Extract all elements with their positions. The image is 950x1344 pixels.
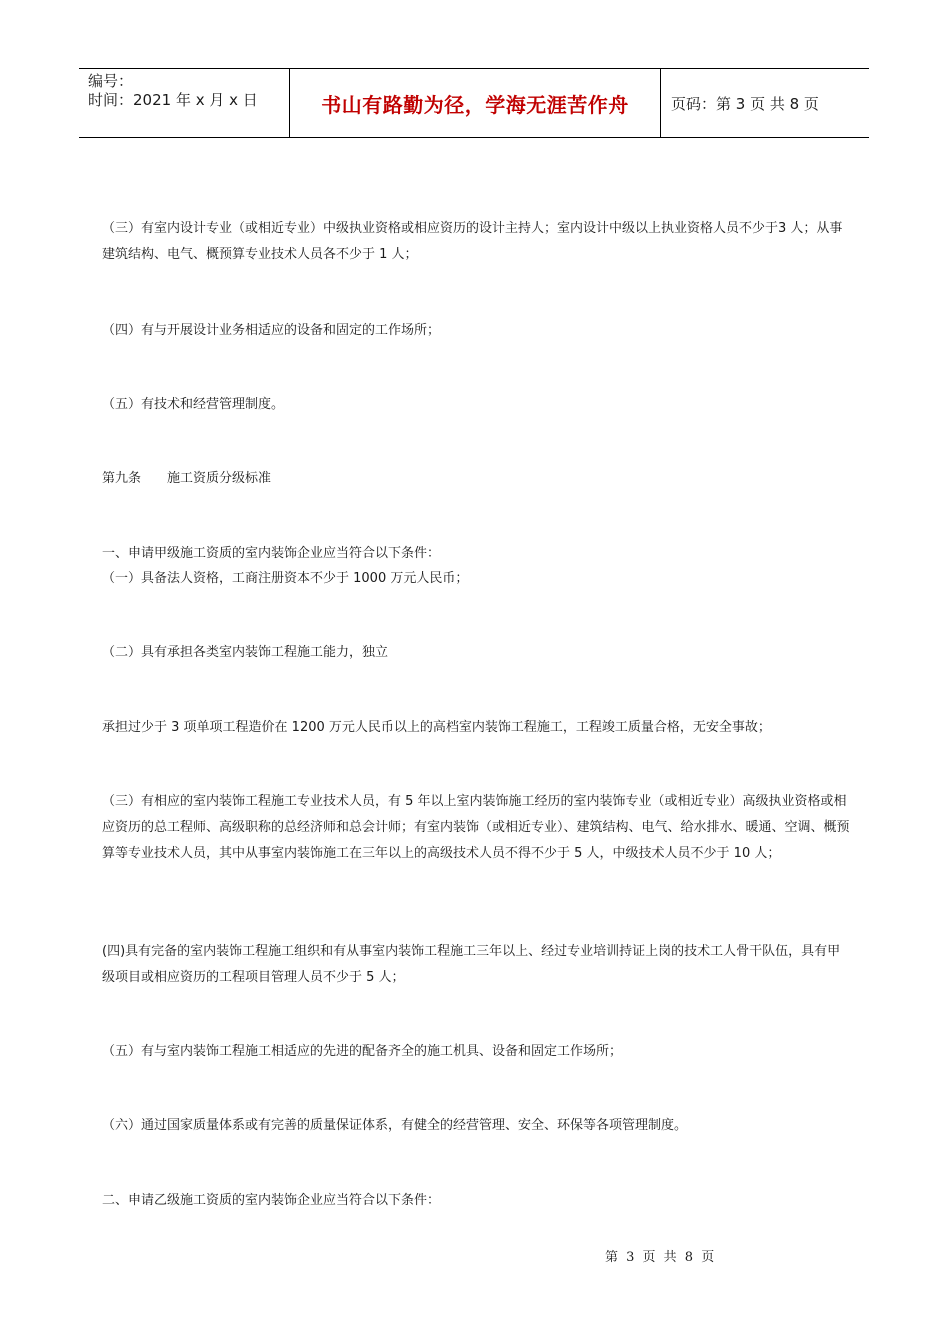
- header-page-label: 页码：第 3 页 共 8 页: [671, 94, 819, 113]
- grade-a-item-1: （一）具备法人资格，工商注册资本不少于 1000 万元人民币；: [102, 571, 469, 586]
- grade-a-intro: 一、申请甲级施工资质的室内装饰企业应当符合以下条件：: [102, 546, 441, 561]
- article-9-heading: 第九条 施工资质分级标准: [102, 471, 272, 486]
- grade-a-item-2-cont: 承担过少于 3 项单项工程造价在 1200 万元人民币以上的高档室内装饰工程施工，工程竣工质量合格，无安全事故；: [102, 720, 771, 735]
- header-motto: 书山有路勤为径，学海无涯苦作舟: [321, 92, 629, 117]
- document-number-label: 编号：: [88, 72, 134, 90]
- grade-a-item-2-start: （二）具有承担各类室内装饰工程施工能力，独立: [102, 645, 389, 660]
- page-footer: 第 3 页 共 8 页: [605, 1250, 717, 1265]
- header-page-cell: [661, 69, 869, 137]
- grade-b-intro: 二、申请乙级施工资质的室内装饰企业应当符合以下条件：: [102, 1193, 441, 1208]
- grade-a-item-4: (四)具有完备的室内装饰工程施工组织和有从事室内装饰工程施工三年以上、经过专业培训持证上岗的技术工人骨干队伍，具有甲级项目或相应资历的工程项目管理人员不少于 5 人；: [102, 944, 841, 985]
- document-date-label: 时间：2021 年 x 月 x 日: [88, 91, 258, 109]
- header-motto-cell: [290, 69, 661, 137]
- paragraph-4-equipment: （四）有与开展设计业务相适应的设备和固定的工作场所；: [102, 323, 441, 338]
- paragraph-3-design-staff: （三）有室内设计专业（或相近专业）中级执业资格或相应资历的设计主持人；室内设计中级以上执业资格人员不少于3 人；从事建筑结构、电气、概预算专业技术人员各不少于 1 人；: [102, 221, 843, 262]
- page-header: [79, 68, 869, 138]
- header-meta: [79, 69, 290, 137]
- grade-a-item-3: （三）有相应的室内装饰工程施工专业技术人员，有 5 年以上室内装饰施工经历的室内装饰专业（或相近专业）高级执业资格或相应资历的总工程师、高级职称的总经济师和总会计师；有室内装饰（或相近专业）、建筑结构、电气、给水排水、暖通、空调、概预算等专业技术人员，其中从事室内装饰施工在三年以上的高级技术人员不得不少于 5 人，中级技术人员不少于 10 人；: [102, 794, 850, 861]
- paragraph-5-management: （五）有技术和经营管理制度。: [102, 397, 285, 412]
- grade-a-item-6: （六）通过国家质量体系或有完善的质量保证体系，有健全的经营管理、安全、环保等各项管理制度。: [102, 1118, 688, 1133]
- grade-a-item-5: （五）有与室内装饰工程施工相适应的先进的配备齐全的施工机具、设备和固定工作场所；: [102, 1044, 623, 1059]
